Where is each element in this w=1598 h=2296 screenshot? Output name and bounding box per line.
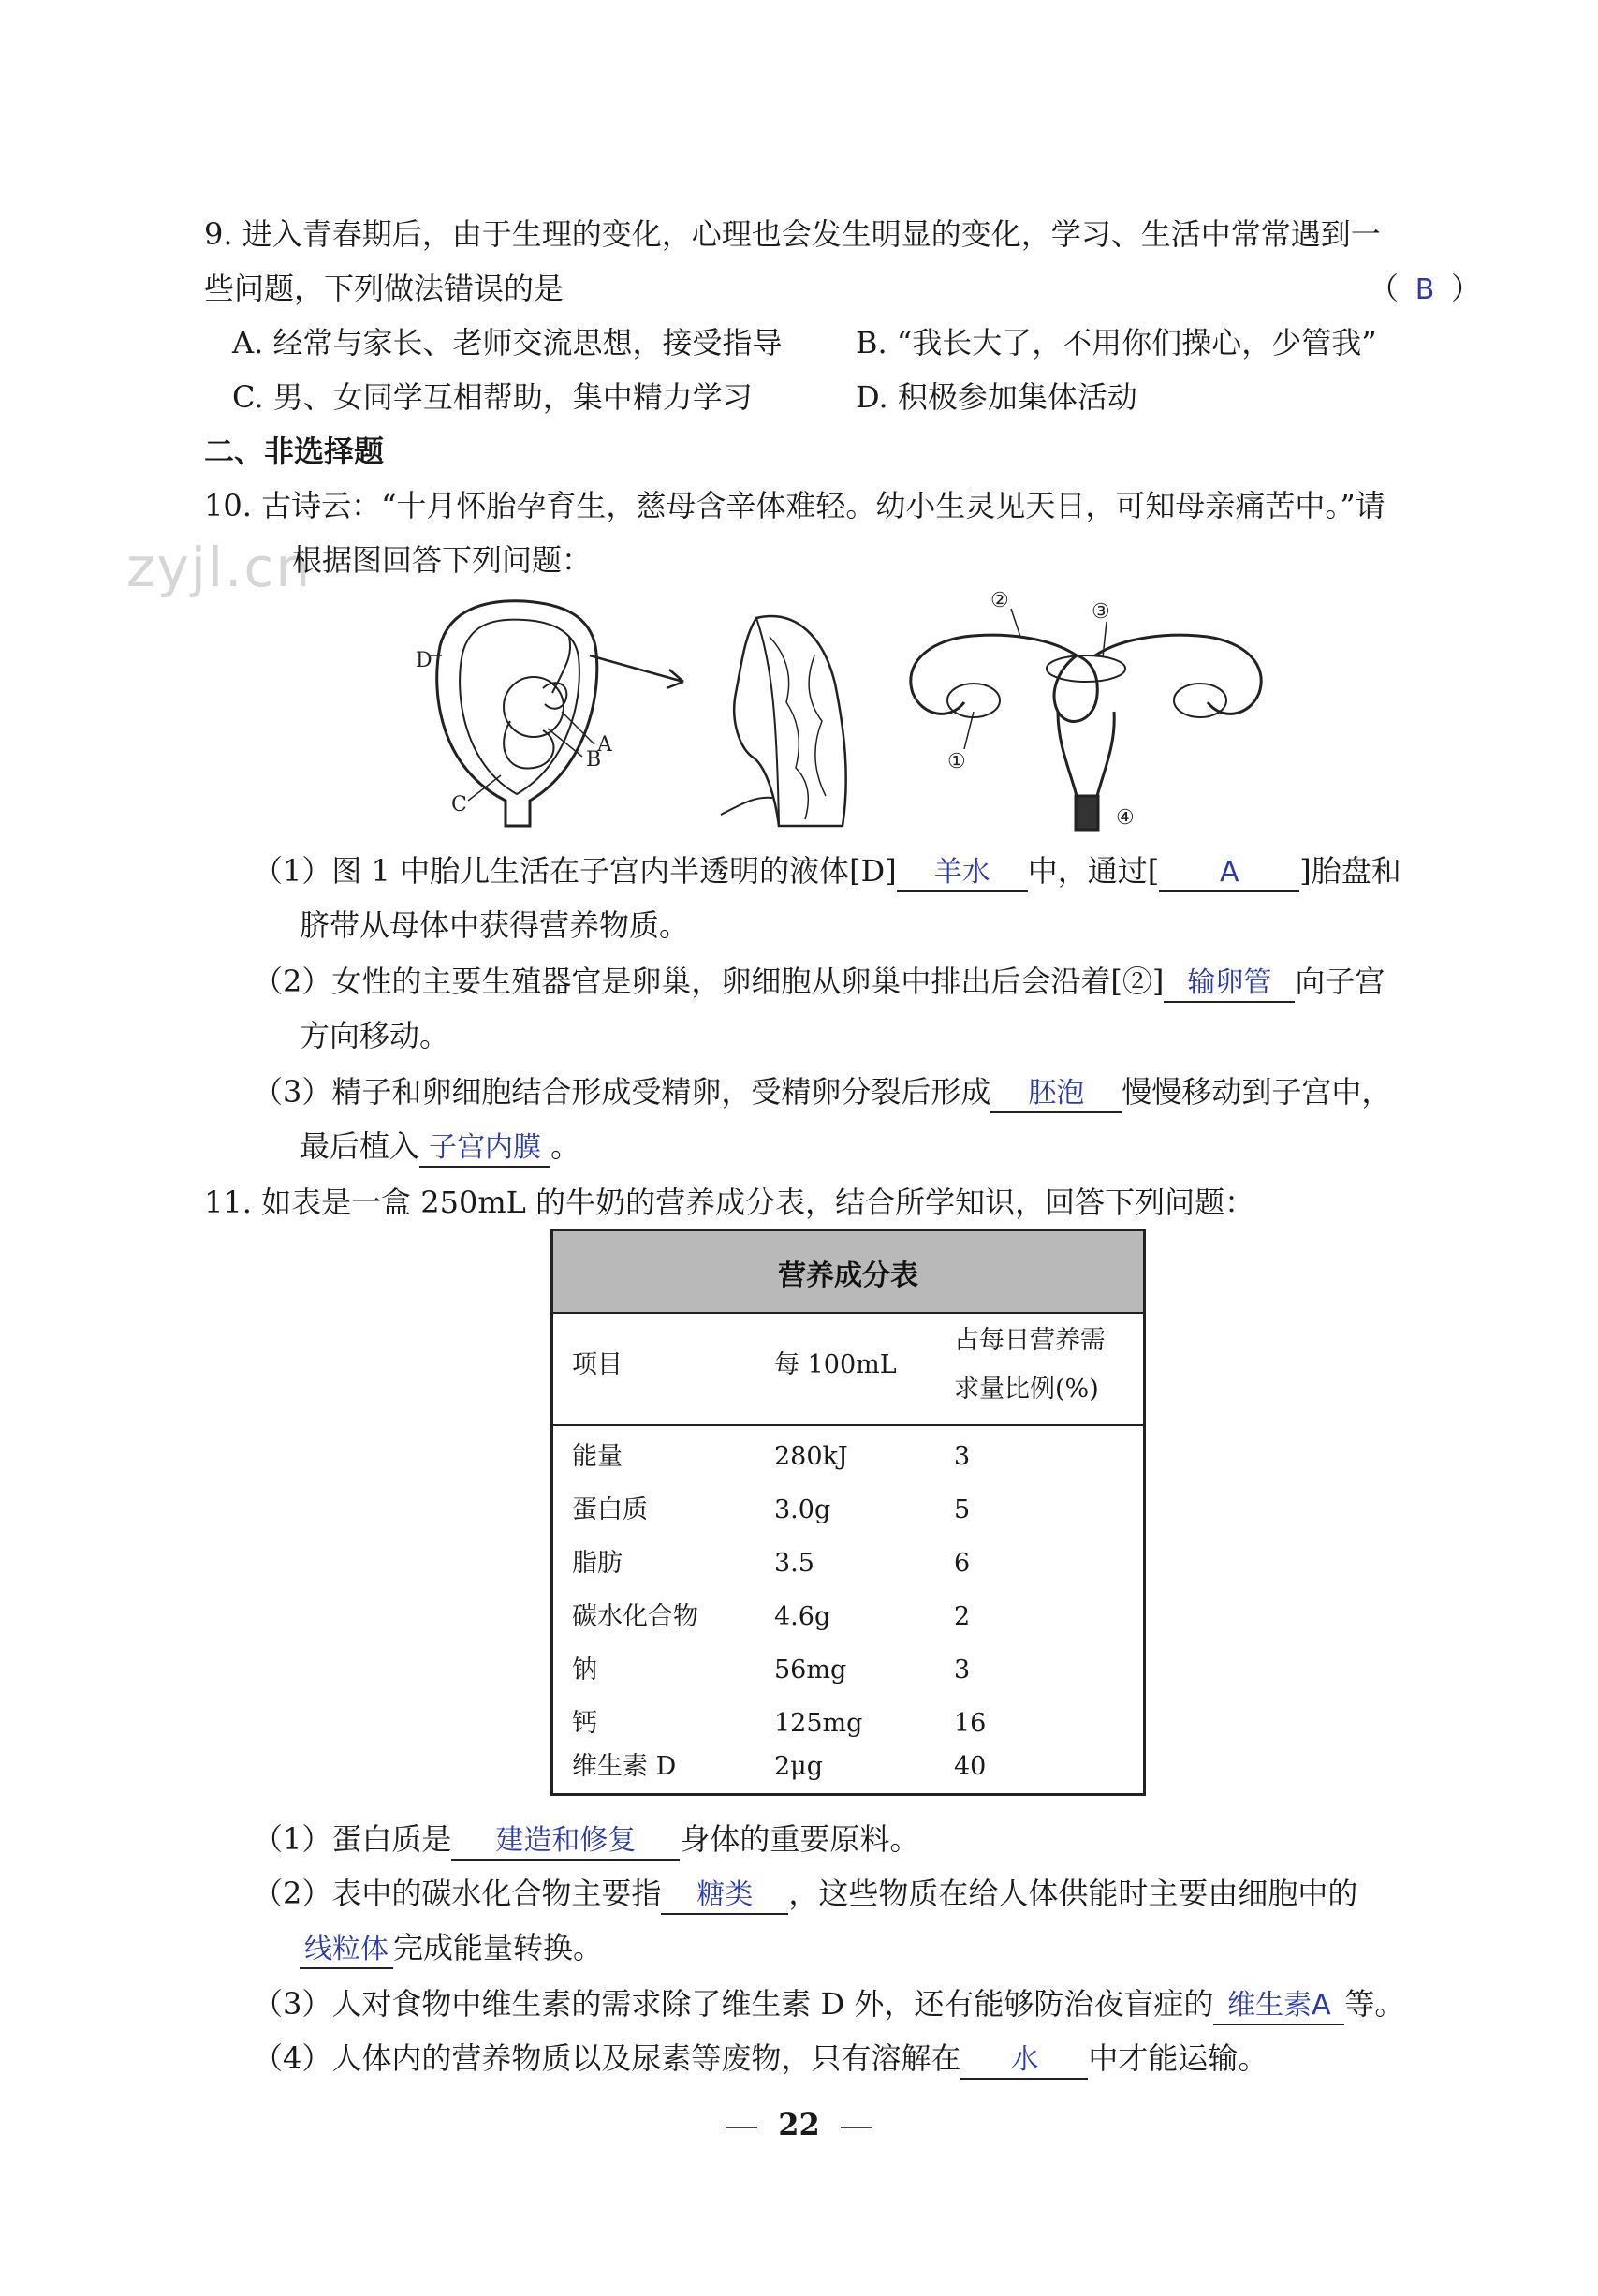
- watermark: zyjl.cn: [126, 536, 313, 599]
- q11-s3-text-b: 等。: [1344, 1986, 1405, 2022]
- q9-answer-bracket: [1369, 270, 1481, 309]
- q11-s1-text-a: （1）蛋白质是: [253, 1821, 452, 1857]
- header-percent-1: 占每日营养需: [954, 1326, 1106, 1355]
- table-row-percent: 16: [954, 1709, 987, 1738]
- table-row-percent: 2: [954, 1602, 971, 1631]
- q10-s2-answer: 输卵管: [1164, 965, 1295, 1003]
- q10-s1-line1: [253, 852, 1401, 892]
- table-row-percent: 5: [954, 1495, 971, 1524]
- q10-s3-line2: [300, 1127, 580, 1168]
- q11-s2-text-b: ，这些物质在给人体供能时主要由细胞中的: [788, 1876, 1358, 1911]
- table-row-percent: 40: [954, 1752, 987, 1781]
- q11-s3-answer: 维生素A: [1213, 1988, 1344, 2025]
- q11-s1-answer: 建造和修复: [451, 1823, 680, 1861]
- table-row-amount: 3.0g: [774, 1495, 831, 1524]
- q10-s3-line1: [253, 1073, 1391, 1113]
- reproductive-figure: [403, 581, 1301, 838]
- q10-s3-text-b: 慢慢移动到子宫中，: [1122, 1074, 1392, 1110]
- q11-s4-line: [253, 2039, 1268, 2080]
- nutrition-table: [550, 1229, 1146, 1796]
- q11-s2-line2: [300, 1929, 603, 1969]
- table-row-amount: 280kJ: [774, 1442, 848, 1471]
- table-title: 营养成分表: [778, 1259, 918, 1292]
- header-per100ml: 每 100mL: [774, 1350, 897, 1379]
- q11-s1-text-b: 身体的重要原料。: [680, 1821, 920, 1857]
- q10-s2-line2: 方向移动。: [300, 1018, 450, 1053]
- q11-s3-line: [253, 1985, 1404, 2025]
- table-row-amount: 56mg: [774, 1656, 847, 1685]
- q11-s2-text-c: 完成能量转换。: [393, 1930, 604, 1965]
- q9-option-b: B. “我长大了，不用你们操心，少管我”: [856, 325, 1377, 361]
- q10-s3-text-d: 。: [550, 1128, 581, 1164]
- table-row-name: 碳水化合物: [572, 1602, 698, 1631]
- q10-s1-text-b: 中，通过[: [1027, 853, 1160, 889]
- q10-s1-text-a: （1）图 1 中胎儿生活在子宫内半透明的液体[D]: [253, 853, 897, 889]
- table-row-name: 能量: [572, 1442, 623, 1471]
- table-row-name: 蛋白质: [572, 1495, 648, 1524]
- label-2: ②: [990, 589, 1009, 612]
- paren-open: （: [1369, 271, 1400, 306]
- q10-s3-answer2: 子宫内膜: [419, 1130, 550, 1168]
- q11-s2-line1: [253, 1875, 1357, 1915]
- label-3: ③: [1092, 600, 1110, 624]
- table-row-percent: 3: [954, 1656, 971, 1685]
- q11-line1: 11. 如表是一盒 250mL 的牛奶的营养成分表，结合所学知识，回答下列问题：: [204, 1185, 1255, 1220]
- q11-s1-line: [253, 1820, 919, 1861]
- q10-s2-text-b: 向子宫: [1295, 964, 1385, 999]
- header-percent-2: 求量比例(%): [954, 1375, 1099, 1404]
- q10-s1-answer1: 羊水: [897, 855, 1028, 892]
- q10-s3-text-a: （3）精子和卵细胞结合形成受精卵，受精卵分裂后形成: [253, 1074, 991, 1110]
- page-number: 22: [778, 2107, 820, 2142]
- table-row-percent: 6: [954, 1549, 971, 1578]
- q9-option-d: D. 积极参加集体活动: [856, 379, 1137, 415]
- table-row-amount: 2μg: [774, 1752, 824, 1781]
- table-row-name: 维生素 D: [572, 1752, 677, 1781]
- q11-s2-answer2: 线粒体: [300, 1932, 393, 1969]
- q11-s4-text-a: （4）人体内的营养物质以及尿素等废物，只有溶解在: [253, 2040, 961, 2076]
- label-B: B: [586, 748, 602, 772]
- placenta-illustration: [721, 616, 846, 826]
- q10-s1-text-c: ]胎盘和: [1299, 853, 1401, 889]
- q11-s3-text-a: （3）人对食物中维生素的需求除了维生素 D 外，还有能够防治夜盲症的: [253, 1986, 1214, 2022]
- q11-s2-text-a: （2）表中的碳水化合物主要指: [253, 1876, 662, 1911]
- page-number-footer: [0, 2107, 1598, 2142]
- table-divider: [553, 1424, 1143, 1426]
- q10-line2: 根据图回答下列问题：: [292, 542, 593, 578]
- q9-option-a: A. 经常与家长、老师交流思想，接受指导: [232, 325, 783, 361]
- section-heading: 二、非选择题: [204, 434, 385, 469]
- dash-right: [841, 2127, 872, 2128]
- header-item: 项目: [572, 1350, 623, 1379]
- table-row-amount: 125mg: [774, 1709, 863, 1738]
- table-row-name: 钠: [572, 1656, 597, 1685]
- label-4: ④: [1116, 806, 1135, 830]
- paren-close: ）: [1451, 271, 1482, 306]
- q10-s1-answer2: A: [1159, 855, 1299, 892]
- q10-s2-text-a: （2）女性的主要生殖器官是卵巢，卵细胞从卵巢中排出后会沿着[②]: [253, 964, 1165, 999]
- table-row-amount: 4.6g: [774, 1602, 831, 1631]
- q10-s2-line1: [253, 963, 1385, 1003]
- table-row-amount: 3.5: [774, 1549, 814, 1578]
- q9-option-c: C. 男、女同学互相帮助，集中精力学习: [232, 379, 753, 415]
- arrow-icon: [590, 655, 683, 688]
- q9-answer: B: [1415, 273, 1435, 306]
- uterus-fetus-illustration: [431, 601, 597, 826]
- label-A: A: [597, 733, 612, 757]
- table-title-bar: [553, 1231, 1143, 1314]
- q9-line2: 些问题，下列做法错误的是: [204, 271, 564, 306]
- q10-s3-text-c: 最后植入: [300, 1128, 420, 1164]
- q11-s4-answer: 水: [960, 2042, 1088, 2080]
- q10-line1: 10. 古诗云：“十月怀胎孕育生，慈母含辛体难轻。幼小生灵见天日，可知母亲痛苦中。”请: [204, 488, 1385, 523]
- label-D: D: [416, 649, 432, 672]
- label-1: ①: [947, 750, 966, 773]
- table-row-percent: 3: [954, 1442, 971, 1471]
- dash-left: [726, 2127, 757, 2128]
- table-row-name: 脂肪: [572, 1549, 623, 1578]
- q11-s2-answer1: 糖类: [661, 1877, 788, 1915]
- q9-line1: 9. 进入青春期后，由于生理的变化，心理也会发生明显的变化，学习、生活中常常遇到一: [204, 216, 1381, 252]
- table-row-name: 钙: [572, 1709, 597, 1738]
- q10-s1-line2: 脐带从母体中获得营养物质。: [300, 907, 690, 943]
- q10-s3-answer1: 胚泡: [990, 1076, 1122, 1113]
- female-reproductive-illustration: [911, 635, 1261, 830]
- label-C: C: [451, 793, 467, 817]
- q11-s4-text-b: 中才能运输。: [1088, 2040, 1268, 2076]
